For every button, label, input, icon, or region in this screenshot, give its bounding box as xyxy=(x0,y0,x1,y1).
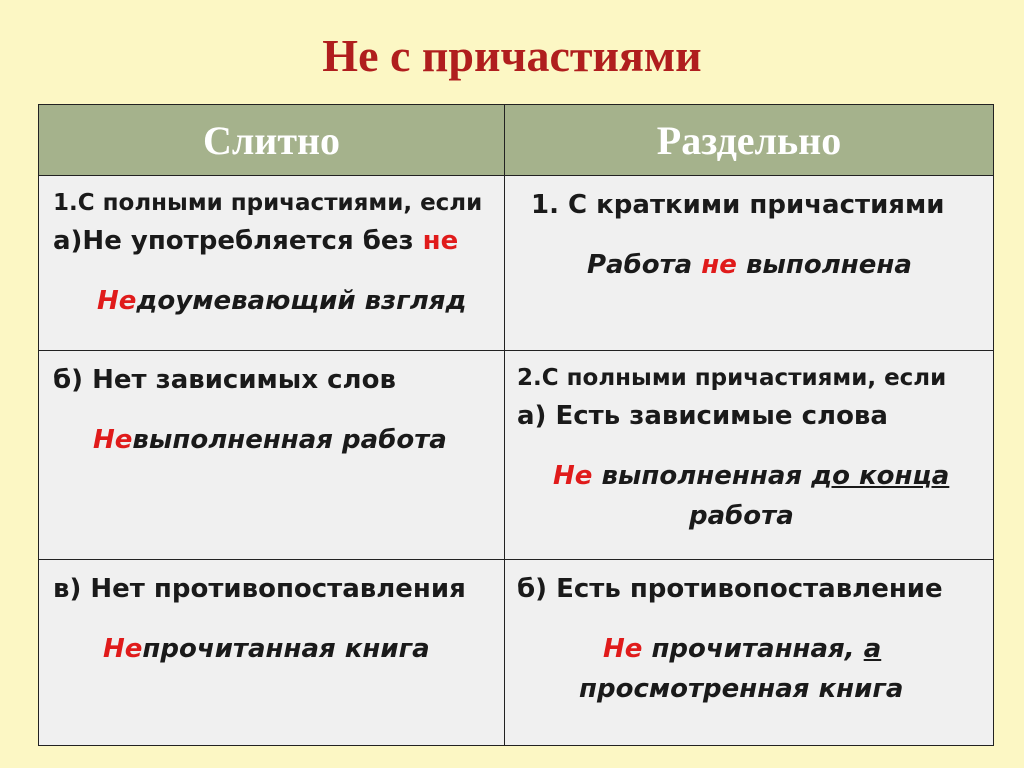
example-text: Не прочитанная, а xyxy=(603,634,882,664)
example-text: работа xyxy=(689,501,794,531)
rule-text: а)Не употребляется без не xyxy=(53,226,459,256)
rule-text: в) Нет противопоставления xyxy=(53,574,466,604)
rule-text: 2.С полными причастиями, если xyxy=(517,365,947,391)
example-text: просмотренная книга xyxy=(579,674,904,704)
rule-text: б) Есть противопоставление xyxy=(517,574,943,604)
column-divider xyxy=(504,105,505,745)
example-text: Работа не выполнена xyxy=(587,250,912,280)
rule-text: а) Есть зависимые слова xyxy=(517,401,888,431)
example-text: Непрочитанная книга xyxy=(103,634,430,664)
example-text: Не выполненная до конца xyxy=(553,461,950,491)
page-title: Не с причастиями xyxy=(322,30,702,81)
example-text: Невыполненная работа xyxy=(93,425,447,455)
left-cell-3 xyxy=(39,559,504,745)
header-slitno: Слитно xyxy=(39,105,504,175)
header-razdelno: Раздельно xyxy=(505,105,993,175)
left-cell-2 xyxy=(39,350,504,559)
right-cell-3 xyxy=(505,559,993,745)
rule-text: б) Нет зависимых слов xyxy=(53,365,396,395)
right-cell-2 xyxy=(505,350,993,559)
left-cell-1 xyxy=(39,175,504,350)
rule-text: 1. С краткими причастиями xyxy=(531,190,945,220)
rule-text: 1.С полными причастиями, если xyxy=(53,190,483,216)
right-cell-1 xyxy=(505,175,993,350)
rules-table xyxy=(38,104,994,746)
example-text: Недоумевающий взгляд xyxy=(97,286,467,316)
